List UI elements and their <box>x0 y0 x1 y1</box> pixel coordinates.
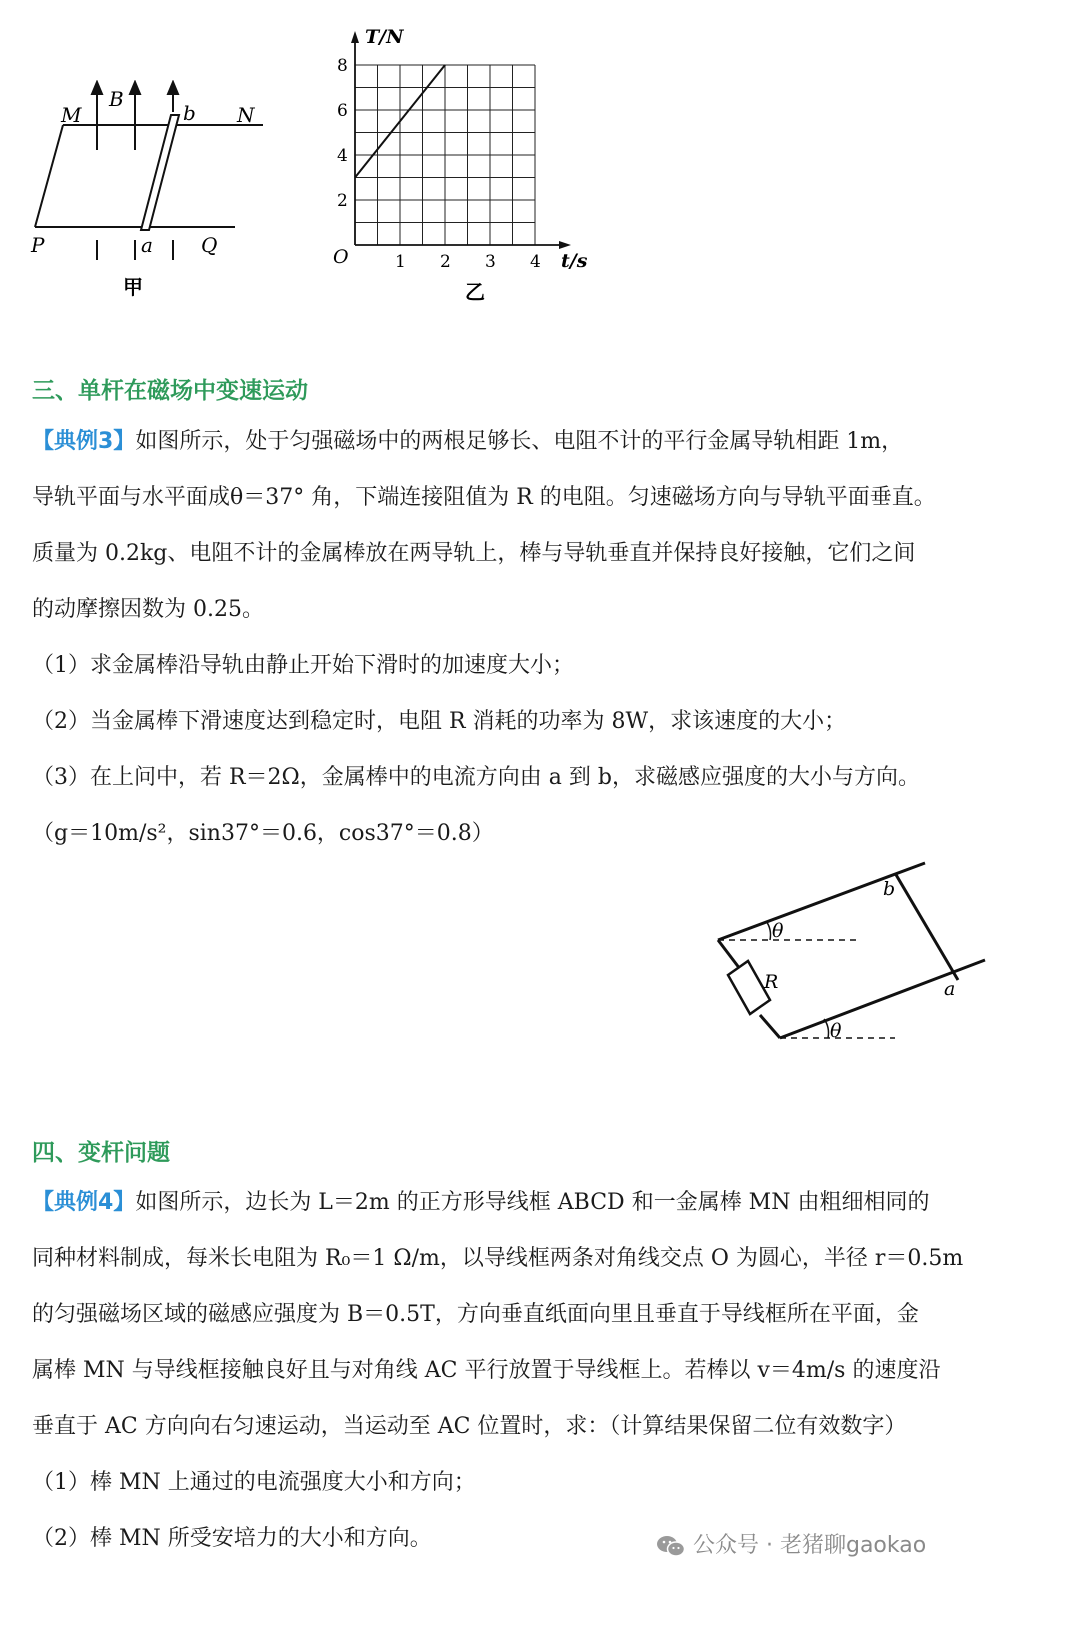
example-4-line-4: 属棒 MN 与导线框接触良好且与对角线 AC 平行放置于导线框上。若棒以 v＝4m/s 的速度沿 <box>32 1358 941 1383</box>
example-4-text <box>32 1175 1052 1567</box>
chart-x-axis-arrow <box>559 241 571 249</box>
chart-y-tick-label: 4 <box>337 146 348 166</box>
example-4-line-1: 【典例4】如图所示，边长为 L＝2m 的正方形导线框 ABCD 和一金属棒 MN 由粗细相同的 <box>32 1190 930 1215</box>
chart-tick-labels <box>337 56 541 272</box>
example-4-line-3: 的匀强磁场区域的磁感应强度为 B＝0.5T，方向垂直纸面向里且垂直于导线框所在平面，金 <box>32 1302 919 1327</box>
example-4-tag: 【典例4】 <box>32 1190 136 1215</box>
chart-y-axis-arrow <box>351 31 359 43</box>
label-a: a <box>141 233 153 257</box>
caption-yi: 乙 <box>465 280 485 304</box>
chart-y-tick-label: 2 <box>337 191 348 211</box>
example-3-question-3: （3）在上问中，若 R＝2Ω，金属棒中的电流方向由 a 到 b，求磁感应强度的大小与方向。 <box>32 765 920 790</box>
chart-y-tick-label: 8 <box>337 56 348 76</box>
label-b: b <box>183 101 196 125</box>
example-3-question-1: （1）求金属棒沿导轨由静止开始下滑时的加速度大小； <box>32 653 574 678</box>
chart-x-label: t/s <box>561 250 588 272</box>
example-4-line-5: 垂直于 AC 方向向右匀速运动，当运动至 AC 位置时，求：（计算结果保留二位有效数字） <box>32 1414 907 1439</box>
example-3-line-4: 的动摩擦因数为 0.25。 <box>32 597 264 622</box>
label-Q: Q <box>201 233 218 257</box>
section-3-heading: 三、单杆在磁场中变速运动 <box>32 378 308 404</box>
example-3-question-2: （2）当金属棒下滑速度达到稳定时，电阻 R 消耗的功率为 8W，求该速度的大小； <box>32 709 847 734</box>
section-4-heading: 四、变杆问题 <box>32 1140 170 1166</box>
chart-y-tick-label: 6 <box>337 101 348 121</box>
figure-incline <box>700 845 1000 1055</box>
example-3-line-3: 质量为 0.2kg、电阻不计的金属棒放在两导轨上，棒与导轨垂直并保持良好接触，它们之间 <box>32 541 916 566</box>
example-4-line-2: 同种材料制成，每米长电阻为 R₀＝1 Ω/m，以导线框两条对角线交点 O 为圆心，半径 r＝0.5m <box>32 1246 964 1271</box>
label-R: R <box>764 971 779 993</box>
example-3-line-2: 导轨平面与水平面成θ＝37° 角，下端连接阻值为 R 的电阻。匀速磁场方向与导轨平面垂直。 <box>32 485 936 510</box>
caption-jia: 甲 <box>123 275 143 299</box>
wechat-icon <box>656 1534 686 1558</box>
chart-x-tick-label: 4 <box>530 252 541 272</box>
label-theta-top: θ <box>772 920 784 942</box>
label-theta-bottom: θ <box>830 1020 842 1042</box>
figure-yi-chart <box>325 15 600 305</box>
example-3-line-1: 【典例3】如图所示，处于匀强磁场中的两根足够长、电阻不计的平行金属导轨相距 1m， <box>32 429 904 454</box>
watermark <box>656 1528 926 1559</box>
chart-y-label: T/N <box>365 26 404 48</box>
chart-origin-label: O <box>333 246 349 268</box>
example-4-question-1: （1）棒 MN 上通过的电流强度大小和方向； <box>32 1470 476 1495</box>
label-M: M <box>61 103 82 127</box>
figure-jia <box>25 80 275 310</box>
chart-grid <box>355 65 535 245</box>
example-4-question-2: （2）棒 MN 所受安培力的大小和方向。 <box>32 1526 432 1551</box>
chart-x-tick-label: 1 <box>395 252 406 272</box>
example-3-text <box>32 414 1052 862</box>
watermark-text: 公众号 · 老猪聊gaokao <box>693 1533 927 1558</box>
label-b-incline: b <box>883 878 896 900</box>
label-a-incline: a <box>944 978 956 1000</box>
chart-x-tick-label: 3 <box>485 252 496 272</box>
label-B: B <box>109 87 124 111</box>
label-N: N <box>237 103 255 127</box>
label-P: P <box>31 233 45 257</box>
example-3-tag: 【典例3】 <box>32 429 136 454</box>
example-3-constants: （g＝10m/s²，sin37°＝0.6，cos37°＝0.8） <box>32 821 494 846</box>
chart-x-tick-label: 2 <box>440 252 451 272</box>
